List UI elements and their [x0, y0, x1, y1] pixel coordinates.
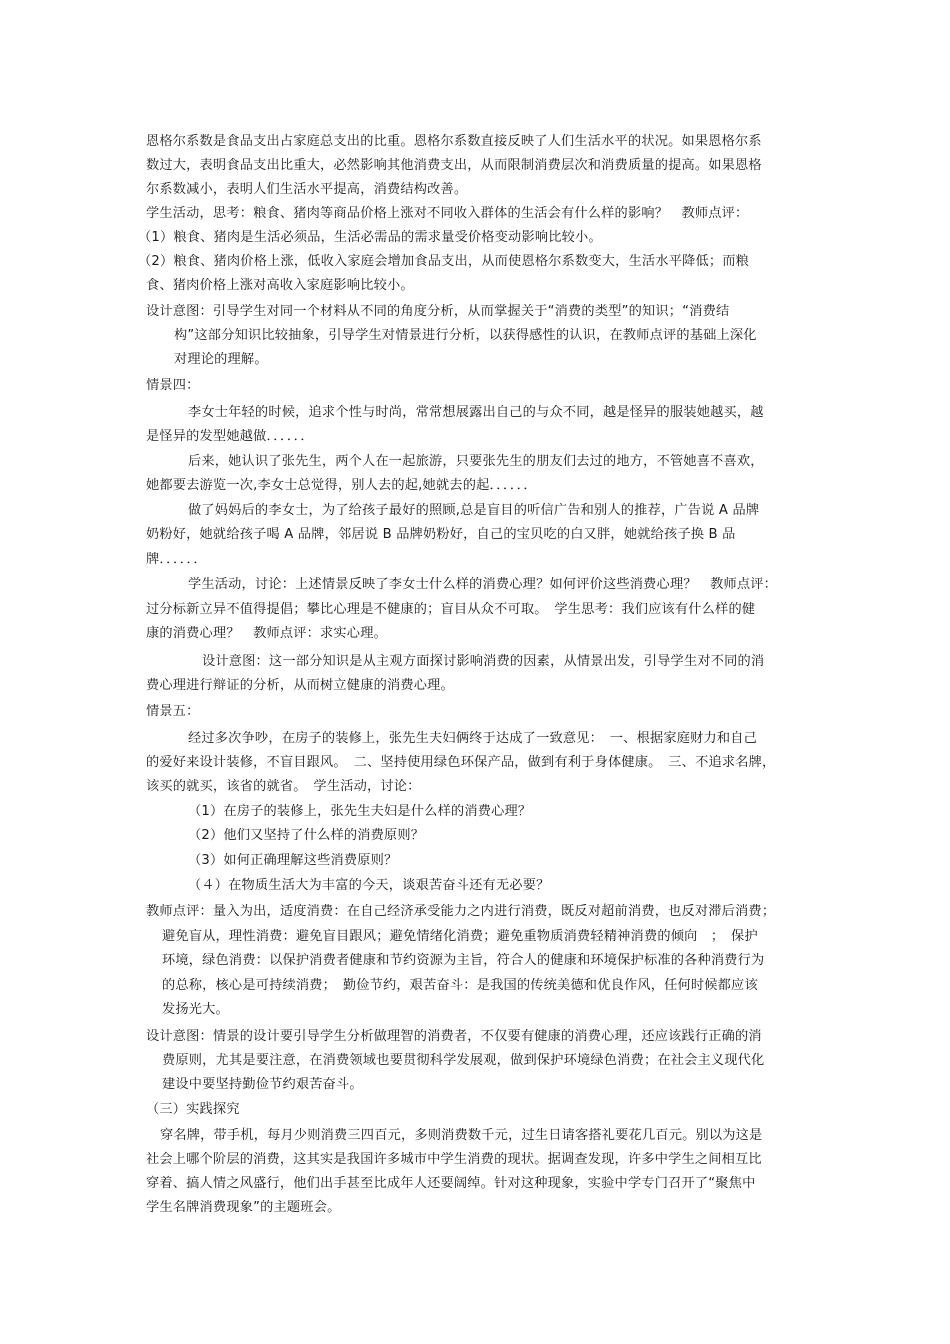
list-item: （2）粮食、猪肉价格上涨，低收入家庭会增加食品支出，从而使恩格尔系数变大，生活水平降低；而粮 [138, 254, 750, 269]
paragraph-line: 穿名牌，带手机，每月少则消费三四百元，多则消费数千元，过生日请客搭礼要花几百元。别以为这是 [160, 1128, 763, 1143]
list-item: （3）如何正确理解这些消费原则？ [188, 853, 398, 868]
paragraph-line: 的爱好来设计装修，不盲目跟风。 二、坚持使用绿色环保产品，做到有利于身体健康。 三、不追求名牌， [146, 755, 776, 770]
paragraph-line: 数过大，表明食品支出比重大，必然影响其他消费支出，从而限制消费层次和消费质量的提高。如果恩格 [146, 158, 762, 173]
paragraph-line: 食、猪肉价格上涨对高收入家庭影响比较小。 [146, 278, 414, 293]
paragraph-line: 对理论的理解。 [174, 352, 268, 367]
paragraph-line: 费心理进行辩证的分析，从而树立健康的消费心理。 [146, 678, 454, 693]
list-item: （2）他们又坚持了什么样的消费原则？ [188, 828, 425, 843]
list-item: （４）在物质生活大为丰富的今天，谈艰苦奋斗还有无必要？ [188, 878, 550, 893]
paragraph-line: 尔系数减小，表明人们生活水平提高，消费结构改善。 [146, 182, 468, 197]
section-heading: 情景四： [146, 378, 200, 393]
section-heading: 情景五： [146, 704, 200, 719]
paragraph-line: 康的消费心理？ 教师点评：求实心理。 [146, 626, 387, 641]
paragraph-line: 建设中要坚持勤俭节约艰苦奋斗。 [162, 1077, 363, 1092]
paragraph-line: 她都要去游览一次,李女士总觉得，别人去的起,她就去的起．．．．．． [146, 478, 537, 493]
list-item: （1）粮食、猪肉是生活必须品，生活必需品的需求量受价格变动影响比较小。 [138, 230, 602, 245]
paragraph-line: 设计意图：这一部分知识是从主观方面探讨影响消费的因素，从情景出发，引导学生对不同的消 [202, 654, 765, 669]
paragraph-line: 奶粉好，她就给孩子喝 A 品牌，邻居说 B 品牌奶粉好，自己的宝贝吃的白又胖，她就给孩子换 B 品 [146, 527, 736, 542]
paragraph-line: 环境，绿色消费：以保护消费者健康和节约资源为主旨，符合人的健康和环境保护标准的各种消费行为 [162, 953, 765, 968]
paragraph-line: 李女士年轻的时候，追求个性与时尚，常常想展露出自己的与众不同，越是怪异的服装她越买，越 [188, 405, 764, 420]
paragraph-line: 构”这部分知识比较抽象，引导学生对情景进行分析，以获得感性的认识，在教师点评的基础上深化 [174, 328, 757, 343]
paragraph-line: 费原则，尤其是要注意，在消费领域也要贯彻科学发展观，做到保护环境绿色消费；在社会主义现代化 [162, 1053, 765, 1068]
paragraph-line: 过分标新立异不值得提倡；攀比心理是不健康的；盲目从众不可取。 学生思考：我们应该有什么样的健 [146, 602, 756, 617]
paragraph-line: 后来，她认识了张先生，两个人在一起旅游，只要张先生的朋友们去过的地方，不管她喜不喜欢， [188, 454, 764, 469]
paragraph-line: 该买的就买，该省的就省。 学生活动，讨论： [146, 779, 421, 794]
paragraph-line: 发扬光大。 [162, 1002, 229, 1017]
paragraph-line: 社会上哪个阶层的消费，这其实是我国许多城市中学生消费的现状。据调查发现，许多中学生之间相互比 [146, 1152, 762, 1167]
paragraph-line: 设计意图：引导学生对同一个材料从不同的角度分析，从而掌握关于“消费的类型”的知识；“消费结 [146, 304, 730, 319]
paragraph-line: 教师点评：量入为出，适度消费：在自己经济承受能力之内进行消费，既反对超前消费，也反对滞后消费； [146, 904, 776, 919]
paragraph-line: 穿着、搞人情之风盛行，他们出手甚至比成年人还要阔绰。针对这种现象，实验中学专门召开了“聚焦中 [146, 1176, 756, 1191]
paragraph-line: 恩格尔系数是食品支出占家庭总支出的比重。恩格尔系数直接反映了人们生活水平的状况。如果恩格尔系 [146, 134, 762, 149]
paragraph-line: 避免盲从，理性消费：避免盲目跟风；避免情绪化消费；避免重物质消费轻精神消费的倾向 ； 保护 [162, 929, 758, 944]
paragraph-line: 经过多次争吵，在房子的装修上，张先生夫妇俩终于达成了一致意见： 一、根据家庭财力和自己 [188, 731, 758, 746]
paragraph-line: 牌．．．．．． [146, 552, 207, 567]
paragraph-line: 学生名牌消费现象”的主题班会。 [146, 1200, 341, 1215]
paragraph-line: 学生活动，讨论：上述情景反映了李女士什么样的消费心理？如何评价这些消费心理？ 教师点评： [188, 577, 778, 592]
paragraph-line: 设计意图：情景的设计要引导学生分析做理智的消费者，不仅要有健康的消费心理，还应该践行正确的消 [146, 1029, 762, 1044]
section-heading: （三）实践探究 [146, 1102, 240, 1117]
list-item: （1）在房子的装修上，张先生夫妇是什么样的消费心理？ [188, 804, 532, 819]
paragraph-line: 的总称，核心是可持续消费； 勤俭节约，艰苦奋斗：是我国的传统美德和优良作风，任何时候都应该 [162, 978, 758, 993]
paragraph-line: 做了妈妈后的李女士，为了给孩子最好的照顾,总是盲目的听信广告和别人的推荐，广告说 A 品牌 [188, 503, 760, 518]
paragraph-line: 是怪异的发型她越做．．．．．． [146, 429, 314, 444]
paragraph-line: 学生活动，思考：粮食、猪肉等商品价格上涨对不同收入群体的生活会有什么样的影响？ 教师点评： [146, 206, 749, 221]
